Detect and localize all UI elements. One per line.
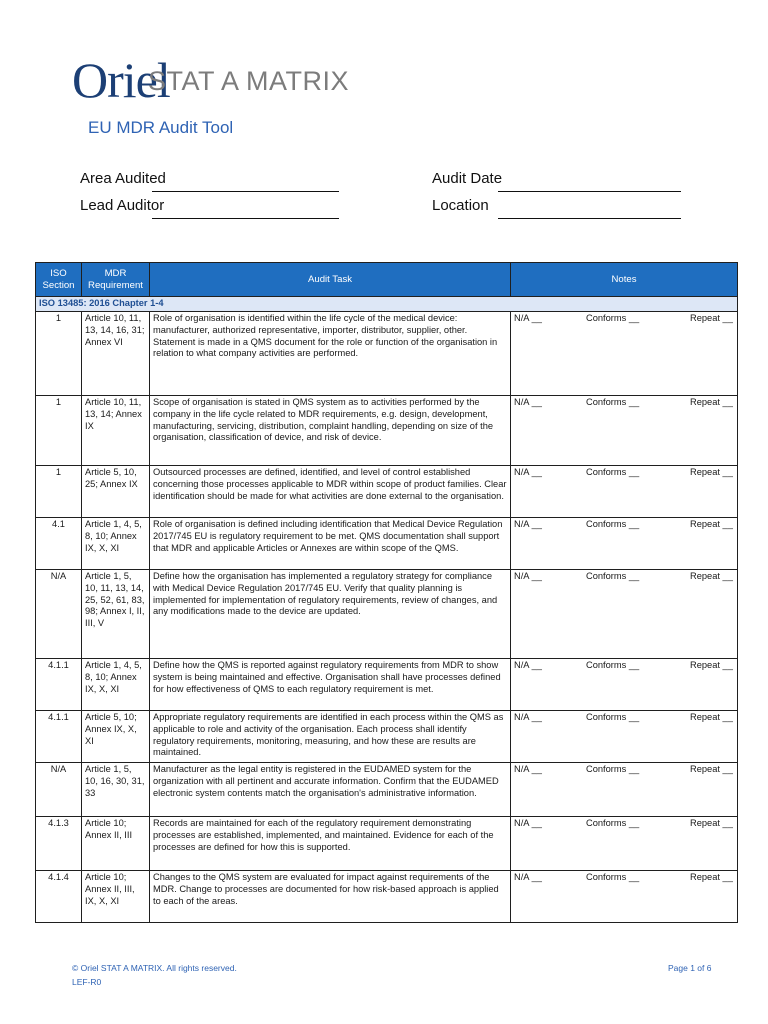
notes-options [514, 660, 734, 672]
notes-na-option[interactable]: N/A __ [514, 660, 542, 670]
notes-cell [511, 466, 738, 518]
notes-na-option[interactable]: N/A __ [514, 467, 542, 477]
audit-date-line[interactable] [498, 191, 681, 192]
notes-conforms-option[interactable]: Conforms __ [586, 313, 640, 323]
audit-date-label: Audit Date [432, 170, 503, 187]
chapter-row [36, 297, 738, 312]
audit-date-field[interactable] [432, 170, 682, 192]
mdr-requirement-cell: Article 5, 10; Annex IX, X, XI [82, 711, 150, 763]
location-field[interactable] [432, 197, 682, 219]
lead-auditor-line[interactable] [152, 218, 339, 219]
notes-repeat-option[interactable]: Repeat __ [690, 712, 733, 722]
audit-task-cell: Role of organisation is defined including identification that Medical Device Regulation 2017/745 EU is regulatory requirement to be met. QMS documentation shall support that MDR and applicable Articles or Annexes are within scope of the QMS. [150, 518, 511, 570]
location-line[interactable] [498, 218, 681, 219]
notes-cell [511, 817, 738, 871]
audit-task-cell: Define how the organisation has implemented a regulatory strategy for compliance with Medical Device Regulation 2017/745 EU. Verify that quality planning is implemented for implementation of regulatory requirements, review of changes, and any modifications made to the device are updated. [150, 570, 511, 659]
notes-conforms-option[interactable]: Conforms __ [586, 397, 640, 407]
footer-page-number: Page 1 of 6 [668, 963, 712, 973]
audit-task-cell: Role of organisation is identified within the life cycle of the medical device: manufacturer, authorized representative, importer, distributor, supplier, other. Statement is made in a QMS document for the role or function of the organisation in relation to what company activities are performed. [150, 312, 511, 396]
lead-auditor-label: Lead Auditor [80, 197, 165, 214]
notes-options [514, 818, 734, 830]
notes-conforms-option[interactable]: Conforms __ [586, 467, 640, 477]
notes-cell [511, 518, 738, 570]
logo-tagline: STAT A MATRIX [148, 66, 350, 96]
notes-cell [511, 570, 738, 659]
mdr-requirement-cell: Article 5, 10, 25; Annex IX [82, 466, 150, 518]
footer-form-code: LEF-R0 [72, 977, 102, 987]
notes-na-option[interactable]: N/A __ [514, 712, 542, 722]
mdr-requirement-cell: Article 1, 4, 5, 8, 10; Annex IX, X, XI [82, 659, 150, 711]
location-label: Location [432, 197, 489, 214]
notes-options [514, 764, 734, 776]
notes-na-option[interactable]: N/A __ [514, 519, 542, 529]
chapter-title: ISO 13485: 2016 Chapter 1-4 [36, 297, 738, 312]
notes-conforms-option[interactable]: Conforms __ [586, 764, 640, 774]
notes-na-option[interactable]: N/A __ [514, 571, 542, 581]
header-mdr-requirement: MDR Requirement [82, 263, 150, 297]
notes-na-option[interactable]: N/A __ [514, 764, 542, 774]
table-row [36, 466, 738, 518]
mdr-requirement-cell: Article 1, 5, 10, 16, 30, 31, 33 [82, 763, 150, 817]
table-row [36, 518, 738, 570]
iso-section-cell: 4.1.3 [36, 817, 82, 871]
iso-section-cell: 4.1.1 [36, 711, 82, 763]
notes-repeat-option[interactable]: Repeat __ [690, 571, 733, 581]
audit-task-cell: Records are maintained for each of the regulatory requirement demonstrating processes are established, implemented, and maintained. Evidence for each of the processes are defined for how this is supported. [150, 817, 511, 871]
notes-conforms-option[interactable]: Conforms __ [586, 872, 640, 882]
area-audited-line[interactable] [152, 191, 339, 192]
iso-section-cell: 4.1.4 [36, 871, 82, 923]
audit-task-cell: Appropriate regulatory requirements are identified in each process within the QMS as applicable to role and activity of the organisation. Each process shall identify regulatory requirements, monitoring, measuring, and how these are results are maintained. [150, 711, 511, 763]
header-audit-task: Audit Task [150, 263, 511, 297]
iso-section-cell: N/A [36, 570, 82, 659]
area-audited-field[interactable] [80, 170, 340, 192]
notes-options [514, 712, 734, 724]
notes-repeat-option[interactable]: Repeat __ [690, 872, 733, 882]
audit-task-cell: Manufacturer as the legal entity is registered in the EUDAMED system for the organization with all pertinent and accurate information. Confirm that the EUDAMED electronic system contents match the organisation's administrative information. [150, 763, 511, 817]
mdr-requirement-cell: Article 1, 5, 10, 11, 13, 14, 25, 52, 61, 83, 98; Annex I, II, III, V [82, 570, 150, 659]
iso-section-cell: 1 [36, 396, 82, 466]
header-iso-section: ISO Section [36, 263, 82, 297]
mdr-requirement-cell: Article 10; Annex II, III, IX, X, XI [82, 871, 150, 923]
notes-na-option[interactable]: N/A __ [514, 872, 542, 882]
table-row [36, 659, 738, 711]
notes-repeat-option[interactable]: Repeat __ [690, 397, 733, 407]
notes-cell [511, 659, 738, 711]
header-notes: Notes [511, 263, 738, 297]
footer-copyright: © Oriel STAT A MATRIX. All rights reserved. [72, 963, 237, 973]
notes-repeat-option[interactable]: Repeat __ [690, 660, 733, 670]
logo-brand-name: Oriel [72, 52, 170, 108]
notes-options [514, 313, 734, 325]
notes-conforms-option[interactable]: Conforms __ [586, 571, 640, 581]
iso-section-cell: 1 [36, 312, 82, 396]
notes-options [514, 519, 734, 531]
notes-cell [511, 312, 738, 396]
area-audited-label: Area Audited [80, 170, 166, 187]
notes-na-option[interactable]: N/A __ [514, 397, 542, 407]
notes-cell [511, 396, 738, 466]
iso-section-cell: 4.1.1 [36, 659, 82, 711]
notes-na-option[interactable]: N/A __ [514, 818, 542, 828]
notes-cell [511, 763, 738, 817]
notes-repeat-option[interactable]: Repeat __ [690, 467, 733, 477]
notes-repeat-option[interactable]: Repeat __ [690, 519, 733, 529]
notes-conforms-option[interactable]: Conforms __ [586, 519, 640, 529]
notes-options [514, 571, 734, 583]
iso-section-cell: 1 [36, 466, 82, 518]
table-row [36, 312, 738, 396]
iso-section-cell: N/A [36, 763, 82, 817]
audit-task-cell: Changes to the QMS system are evaluated for impact against requirements of the MDR. Change to processes are documented for how risk-based approach is applied to each of the areas. [150, 871, 511, 923]
table-header-row [36, 263, 738, 297]
mdr-requirement-cell: Article 10, 11, 13, 14; Annex IX [82, 396, 150, 466]
notes-repeat-option[interactable]: Repeat __ [690, 818, 733, 828]
table-row [36, 871, 738, 923]
notes-options [514, 872, 734, 884]
notes-na-option[interactable]: N/A __ [514, 313, 542, 323]
notes-conforms-option[interactable]: Conforms __ [586, 660, 640, 670]
table-row [36, 396, 738, 466]
iso-section-cell: 4.1 [36, 518, 82, 570]
mdr-requirement-cell: Article 10; Annex II, III [82, 817, 150, 871]
notes-conforms-option[interactable]: Conforms __ [586, 818, 640, 828]
mdr-requirement-cell: Article 1, 4, 5, 8, 10; Annex IX, X, XI [82, 518, 150, 570]
lead-auditor-field[interactable] [80, 197, 340, 219]
mdr-requirement-cell: Article 10, 11, 13, 14, 16, 31; Annex VI [82, 312, 150, 396]
notes-repeat-option[interactable]: Repeat __ [690, 764, 733, 774]
table-row [36, 763, 738, 817]
notes-repeat-option[interactable]: Repeat __ [690, 313, 733, 323]
audit-task-cell: Outsourced processes are defined, identified, and level of control established concerning those processes applicable to MDR within scope of product families. Clear identification should be made for what activities are done external to the organisation. [150, 466, 511, 518]
audit-task-cell: Scope of organisation is stated in QMS system as to activities performed by the company in the life cycle related to MDR requirements, e.g. design, development, manufacturing, servicing, distribution, complaint handling, depending on size of the organisation, classification of device, and risk of device. [150, 396, 511, 466]
audit-task-cell: Define how the QMS is reported against regulatory requirements from MDR to show system is being maintained and effective. Organisation shall have processes defined for how effectiveness of QMS to each regulatory requirement is met. [150, 659, 511, 711]
notes-conforms-option[interactable]: Conforms __ [586, 712, 640, 722]
document-title: EU MDR Audit Tool [88, 118, 234, 137]
notes-cell [511, 711, 738, 763]
table-row [36, 570, 738, 659]
audit-table [35, 262, 738, 923]
table-row [36, 817, 738, 871]
notes-cell [511, 871, 738, 923]
table-row [36, 711, 738, 763]
notes-options [514, 467, 734, 479]
notes-options [514, 397, 734, 409]
